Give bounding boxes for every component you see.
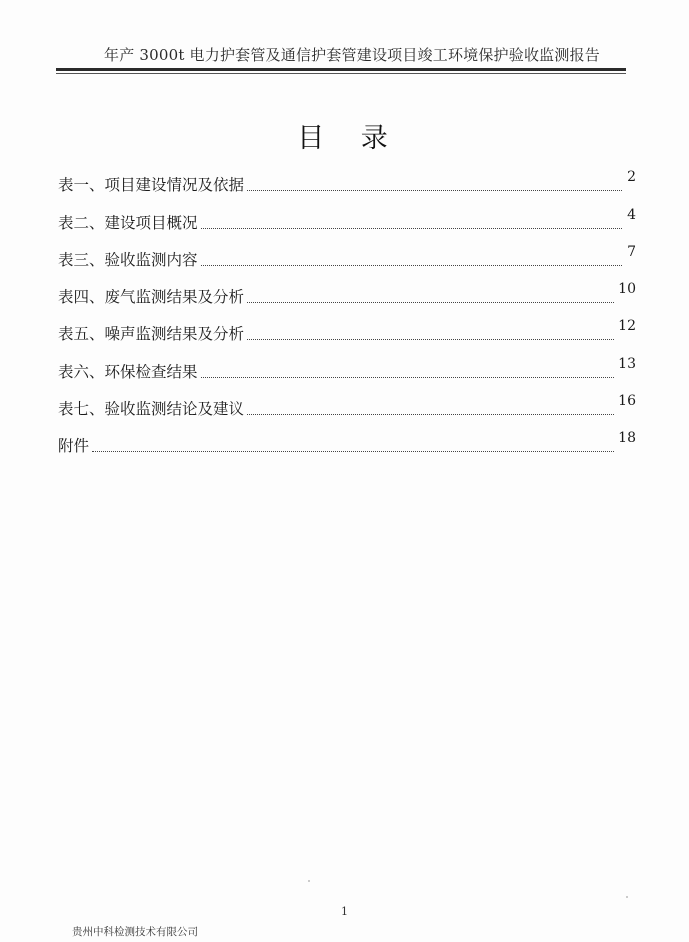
- toc-dot-leader: [247, 413, 614, 415]
- toc-entry-table-3[interactable]: [58, 235, 636, 272]
- header-rule-thin: [56, 73, 626, 74]
- toc-entry-table-4[interactable]: [58, 272, 636, 309]
- toc-dot-leader: [247, 189, 622, 191]
- toc-entry-table-6[interactable]: [58, 346, 636, 383]
- toc-entry-page: 12: [618, 318, 636, 335]
- toc-entry-label: 附件: [58, 437, 90, 456]
- toc-entry-page: 16: [618, 393, 636, 410]
- toc-dot-leader: [247, 301, 614, 303]
- toc-entry-label: 表二、建设项目概况: [58, 213, 198, 232]
- toc-entry-page: 13: [618, 355, 636, 372]
- toc-entry-page: 10: [618, 281, 636, 298]
- toc-entry-label: 表三、验收监测内容: [58, 250, 198, 269]
- toc-dot-leader: [92, 450, 614, 452]
- toc-entry-page: 2: [627, 169, 636, 186]
- toc-entry-label: 表五、噪声监测结果及分析: [58, 325, 245, 344]
- toc-entry-label: 表一、项目建设情况及依据: [58, 176, 245, 195]
- toc-entry-label: 表六、环保检查结果: [58, 362, 198, 381]
- table-of-contents: [58, 160, 636, 458]
- toc-entry-table-7[interactable]: [58, 384, 636, 421]
- page-number: 1: [341, 905, 348, 918]
- toc-title: 目 录: [297, 123, 402, 154]
- toc-entry-page: 7: [627, 243, 636, 260]
- toc-entry-page: 4: [627, 206, 636, 223]
- toc-dot-leader: [201, 376, 615, 378]
- company-name: 贵州中科检测技术有限公司: [72, 926, 198, 938]
- scan-speck: [626, 896, 628, 898]
- toc-entry-table-2[interactable]: [58, 197, 636, 234]
- toc-entry-table-1[interactable]: [58, 160, 636, 197]
- toc-entry-label: 表四、废气监测结果及分析: [58, 288, 245, 307]
- toc-entry-table-5[interactable]: [58, 309, 636, 346]
- report-header-title: 年产 3000t 电力护套管及通信护套管建设项目竣工环境保护验收监测报告: [104, 46, 600, 64]
- scan-speck: [308, 880, 310, 882]
- toc-dot-leader: [201, 227, 622, 229]
- toc-entry-attachments[interactable]: [58, 421, 636, 458]
- toc-dot-leader: [247, 338, 614, 340]
- toc-dot-leader: [201, 264, 622, 266]
- header-rule-thick: [56, 68, 626, 71]
- toc-entry-label: 表七、验收监测结论及建议: [58, 400, 245, 419]
- toc-entry-page: 18: [618, 430, 636, 447]
